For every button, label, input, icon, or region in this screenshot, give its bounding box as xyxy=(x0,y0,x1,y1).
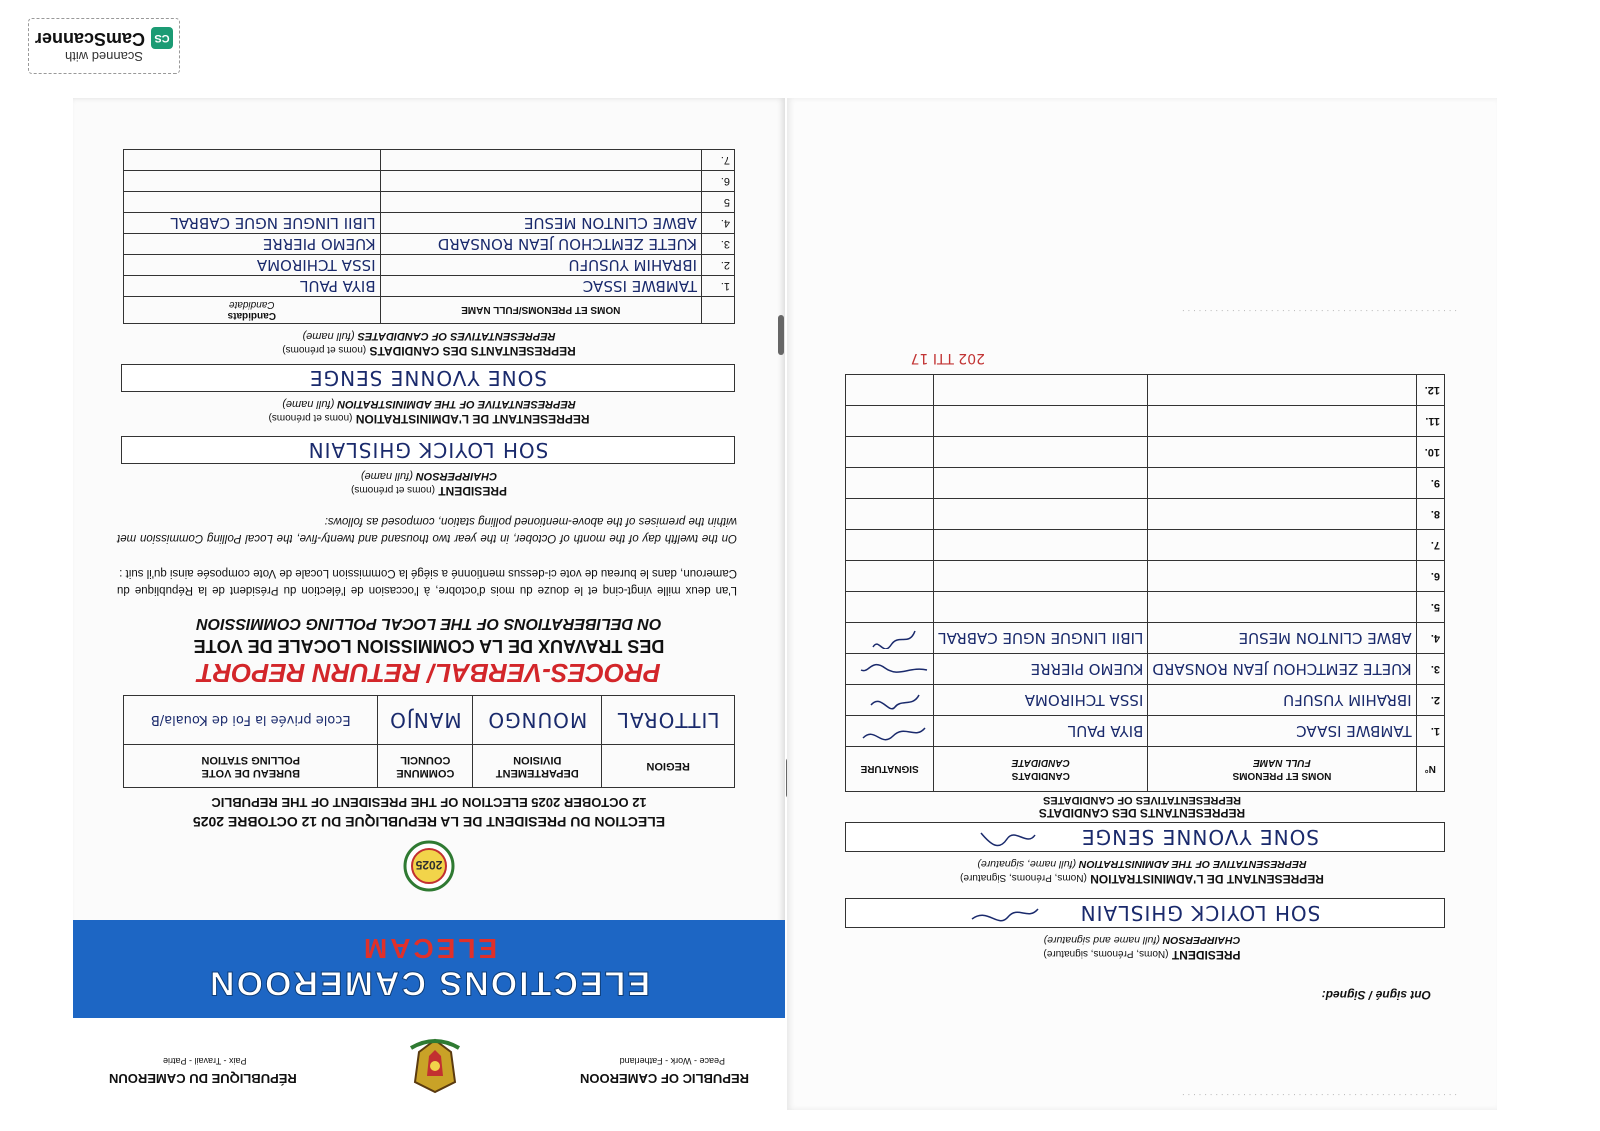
header-council xyxy=(378,745,473,788)
row-number: 4. xyxy=(702,213,735,234)
row-number: 10. xyxy=(1416,437,1444,468)
candidate-name xyxy=(934,468,1148,499)
table-row xyxy=(124,150,735,171)
candidate-name: LIBII LINGUE NGUE CABRAL xyxy=(934,623,1148,654)
sig-admin-note: (Noms, Prénoms, Signature) xyxy=(960,872,1087,883)
president-label-note: (noms et prénoms) xyxy=(351,484,435,495)
republic-en: REPUBLIC OF CAMEROON xyxy=(580,1071,749,1086)
sig-chair-note: (full name and signature) xyxy=(1043,934,1160,946)
polling-station-value: Ecole privée la Foi de Kouala/B xyxy=(124,696,378,745)
representative-name xyxy=(1148,592,1416,623)
candidate-name xyxy=(934,561,1148,592)
table-row xyxy=(846,592,1445,623)
report-paragraph-en: On the twelfth day of the month of October, in the year two thousand and twenty-five, the Local Polling Commission met within the premises of the above-mentioned polling station, composed as follows: xyxy=(117,515,737,544)
election-title-fr: ELECTION DU PRESIDENT DE LA REPUBLIQUE DU 12 OCTOBRE 2025 xyxy=(192,814,666,830)
row-number: 5 xyxy=(702,192,735,213)
sig-reps-label: REPRESENTANTS DES CANDIDATS xyxy=(1038,806,1246,820)
header-polling-station xyxy=(124,745,378,788)
representative-name: ABWE CLINTON MESUE xyxy=(1148,623,1416,654)
col-candidate xyxy=(124,297,381,324)
representative-name xyxy=(1148,375,1416,406)
header-commune-label: COMMUNE xyxy=(396,767,455,779)
sig-reps-label-en: REPRESENTATIVES OF CANDIDATES xyxy=(1042,794,1242,806)
representative-name xyxy=(380,171,701,192)
report-title: PROCES-VERBAL/ RETURN REPORT xyxy=(197,658,661,688)
reps-label-en-text: REPRESENTATIVES OF CANDIDATES xyxy=(357,330,556,342)
sig-president-name: SOH LOYICK GHISLAIN xyxy=(1079,901,1321,925)
row-number: 2. xyxy=(1416,685,1444,716)
representative-name: TAMBWE ISSAC xyxy=(380,276,701,297)
admin-name: SONE YVONNE SENGE xyxy=(308,366,548,390)
row-number: 5. xyxy=(1416,592,1444,623)
right-page xyxy=(787,98,1497,1110)
candidate-name xyxy=(124,171,381,192)
sig-admin-note-en: (full name, signature) xyxy=(977,858,1077,870)
candidate-name xyxy=(934,375,1148,406)
department-value: MOUNGO xyxy=(473,696,602,745)
representative-name: KUETE ZEMTCHOU JEAN RONSARD xyxy=(380,234,701,255)
president-label xyxy=(73,484,785,498)
table-row xyxy=(124,255,735,276)
candidate-name xyxy=(934,437,1148,468)
representative-name xyxy=(1148,499,1416,530)
table-row xyxy=(846,716,1445,747)
admin-label-en-note: (full name) xyxy=(282,398,335,410)
bleed-through-text: . . . . . . . . . . . . . . . . . . . . . . . . . . . . . . . . . . . . . . . . . . . . . . . . . . xyxy=(1181,307,1457,318)
col-num xyxy=(702,297,735,324)
col-candidate-en: Candidate xyxy=(228,299,275,310)
rcol-candidate-en: CANDIDATE xyxy=(1011,757,1070,768)
table-row xyxy=(124,192,735,213)
table-row xyxy=(846,437,1445,468)
row-number: 2. xyxy=(702,255,735,276)
election-title-en: 12 OCTOBER 2025 ELECTION OF THE PRESIDENT OF THE REPUBLIC xyxy=(211,795,647,810)
camscanner-brand: CamScanner xyxy=(34,29,146,49)
header-council-label: COUNCIL xyxy=(400,754,451,766)
candidate-name xyxy=(934,592,1148,623)
candidate-name: LIBII LINGUE NGUE CABRAL xyxy=(124,213,381,234)
table-row xyxy=(846,468,1445,499)
sig-president-note: (Noms, Prénoms, signature) xyxy=(1043,948,1169,959)
representative-name xyxy=(1148,437,1416,468)
report-subtitle-fr: DES TRAVAUX DE LA COMMISSION LOCALE DE VOTE xyxy=(193,636,665,656)
signature-cell xyxy=(846,654,934,685)
candidate-name xyxy=(124,192,381,213)
admin-label-en-text: REPRESENTATIVE OF THE ADMINISTRATION xyxy=(337,398,576,410)
representative-name xyxy=(380,192,701,213)
org-acronym: ELECAM xyxy=(360,933,498,964)
signature-icon xyxy=(859,661,929,681)
admin-label xyxy=(73,412,785,426)
sig-admin-label-text: REPRESENTANT DE L'ADMINISTRATION xyxy=(1090,872,1324,886)
org-title: ELECTIONS CAMEROON xyxy=(207,964,651,1002)
president-name: SOH LOYICK GHISLAIN xyxy=(307,438,549,462)
candidate-name: ISSA TCHIROMA xyxy=(934,685,1148,716)
representative-name: IBRAHIM YUSUFU xyxy=(380,255,701,276)
signature-icon xyxy=(859,723,929,743)
camscanner-watermark xyxy=(28,18,180,74)
signature-icon xyxy=(859,630,929,650)
table-row xyxy=(846,685,1445,716)
signed-representatives-table xyxy=(845,374,1445,792)
row-number: 8. xyxy=(1416,499,1444,530)
table-row xyxy=(846,654,1445,685)
row-number: 6. xyxy=(1416,561,1444,592)
reps-label-en-note: (full name) xyxy=(302,330,355,342)
signature-cell xyxy=(846,375,934,406)
candidate-name: KUEMO PIERRE xyxy=(934,654,1148,685)
signature-cell xyxy=(846,437,934,468)
reps-label-en xyxy=(73,330,785,342)
candidate-name: BIYA PAUL xyxy=(124,276,381,297)
signature-cell xyxy=(846,685,934,716)
sig-president-label-text: PRESIDENT xyxy=(1171,948,1241,962)
signature-cell xyxy=(846,623,934,654)
reps-label-note: (noms et prénoms) xyxy=(282,344,367,355)
header-station-label: POLLING STATION xyxy=(201,754,301,766)
sig-admin-label-en xyxy=(787,858,1497,870)
camscanner-logo-icon: CS xyxy=(151,28,173,50)
header-region xyxy=(602,745,735,788)
motto-fr: Paix - Travail - Patrie xyxy=(163,1056,247,1066)
president-label-text: PRESIDENT xyxy=(438,484,507,498)
admin-name-box xyxy=(121,364,735,392)
rcol-fullname xyxy=(1148,747,1416,792)
seal-year: 2025 xyxy=(415,858,443,872)
sig-chair-label-text: CHAIRPERSON xyxy=(1162,934,1241,946)
election-seal-icon xyxy=(403,840,455,892)
admin-label-note: (noms et prénoms) xyxy=(268,412,353,423)
camscanner-caption: Scanned with xyxy=(64,49,144,65)
table-row xyxy=(846,406,1445,437)
location-table xyxy=(123,695,735,788)
president-name-box xyxy=(121,436,735,464)
bleed-through-text: . . . . . . . . . . . . . . . . . . . . . . . . . . . . . . . . . . . . . . . . . . . . . . . . . . xyxy=(1181,1091,1457,1102)
signature-cell xyxy=(846,716,934,747)
left-page xyxy=(73,98,785,1110)
admin-signature-icon xyxy=(971,827,1041,847)
row-number: 7. xyxy=(1416,530,1444,561)
table-row xyxy=(846,530,1445,561)
table-row xyxy=(124,213,735,234)
admin-label-en xyxy=(73,398,785,410)
row-number: 6. xyxy=(702,171,735,192)
chair-label-note: (full name) xyxy=(360,470,413,482)
signature-cell xyxy=(846,530,934,561)
signature-cell xyxy=(846,468,934,499)
candidate-name: ISSA TCHIROMA xyxy=(124,255,381,276)
table-row xyxy=(124,171,735,192)
row-number: 9. xyxy=(1416,468,1444,499)
header-region-label: REGION xyxy=(646,760,690,773)
row-number: 12. xyxy=(1416,375,1444,406)
reps-label xyxy=(73,344,785,358)
row-number: 11. xyxy=(1416,406,1444,437)
row-number: 3. xyxy=(702,234,735,255)
representative-name xyxy=(1148,561,1416,592)
row-number: 1. xyxy=(702,276,735,297)
report-paragraph-fr: L'an deux mille vingt-cinq et le douze du mois d'octobre, à l'occasion de l'élection du Président de la République du Cameroun, dans le bureau de vote ci-dessus mentionné a siégé la Commission Locale de Vote composée ainsi qu'il suit : xyxy=(117,567,737,596)
representative-name: KUETE ZEMTCHOU JEAN RONSARD xyxy=(1148,654,1416,685)
candidate-name: KUEMO PIERRE xyxy=(124,234,381,255)
coat-of-arms-icon xyxy=(405,1034,465,1096)
republic-fr: RÉPUBLIQUE DU CAMEROUN xyxy=(109,1071,297,1086)
signature-icon xyxy=(859,692,929,712)
representative-name: TAMBWE ISAAC xyxy=(1148,716,1416,747)
candidate-name xyxy=(934,530,1148,561)
sig-admin-box xyxy=(845,822,1445,852)
chair-label-text: CHAIRPERSON xyxy=(415,470,498,482)
col-candidate-fr: Candidats xyxy=(227,310,276,321)
representatives-table xyxy=(123,149,735,324)
table-row xyxy=(846,561,1445,592)
table-row xyxy=(124,234,735,255)
table-row xyxy=(846,375,1445,406)
sig-president-label xyxy=(787,948,1497,962)
council-value: MANJO xyxy=(378,696,473,745)
signature-cell xyxy=(846,406,934,437)
row-number: 3. xyxy=(1416,654,1444,685)
rcol-signature: SIGNATURE xyxy=(846,747,934,792)
rcol-fullname-en: FULL NAME xyxy=(1253,757,1311,768)
rcol-num: N° xyxy=(1416,747,1444,792)
report-subtitle-en: ON DELIBERATIONS OF THE LOCAL POLLING COMMISSION xyxy=(196,615,662,632)
table-row xyxy=(124,276,735,297)
sig-admin-label-en-text: REPRESENTATIVE OF THE ADMINISTRATION xyxy=(1078,858,1307,870)
sig-president-box xyxy=(845,898,1445,928)
table-row xyxy=(846,499,1445,530)
row-number: 7. xyxy=(702,150,735,171)
president-signature-icon xyxy=(970,903,1040,923)
row-number: 4. xyxy=(1416,623,1444,654)
col-fullname: NOMS ET PRENOMS/FULL NAME xyxy=(380,297,701,324)
representative-name xyxy=(1148,530,1416,561)
sig-admin-label xyxy=(787,872,1497,886)
signed-label: Ont signé / Signed: xyxy=(1321,988,1431,1002)
header-division-label: DIVISION xyxy=(513,754,562,766)
signature-cell xyxy=(846,592,934,623)
sig-admin-name: SONE YVONNE SENGE xyxy=(1080,825,1320,849)
staple xyxy=(778,315,784,355)
representative-name xyxy=(1148,468,1416,499)
representative-name: IBRAHIM YUSUFU xyxy=(1148,685,1416,716)
row-number: 1. xyxy=(1416,716,1444,747)
motto-en: Peace - Work - Fatherland xyxy=(619,1056,725,1066)
sig-chair-label xyxy=(787,934,1497,946)
header-bureau-label: BUREAU DE VOTE xyxy=(201,767,300,779)
red-handwritten-mark: 202 TTI 17 xyxy=(910,350,985,366)
candidate-name xyxy=(934,499,1148,530)
header-department xyxy=(473,745,602,788)
admin-label-text: REPRESENTANT DE L'ADMINISTRATION xyxy=(355,412,590,426)
reps-label-text: REPRESENTANTS DES CANDIDATS xyxy=(369,344,576,358)
signature-cell xyxy=(846,561,934,592)
candidate-name: BIYA PAUL xyxy=(934,716,1148,747)
rcol-candidate-fr: CANDIDATS xyxy=(1011,770,1070,781)
signature-cell xyxy=(846,499,934,530)
rcol-fullname-fr: NOMS ET PRENOMS xyxy=(1232,770,1332,781)
candidate-name xyxy=(934,406,1148,437)
representative-name xyxy=(1148,406,1416,437)
region-value: LITTORAL xyxy=(602,696,735,745)
rcol-candidate xyxy=(934,747,1148,792)
table-row xyxy=(846,623,1445,654)
representative-name: ABWE CLINTON MESUE xyxy=(380,213,701,234)
representative-name xyxy=(380,150,701,171)
header-department-label: DEPARTEMENT xyxy=(495,767,579,779)
chair-label xyxy=(73,470,785,482)
candidate-name xyxy=(124,150,381,171)
